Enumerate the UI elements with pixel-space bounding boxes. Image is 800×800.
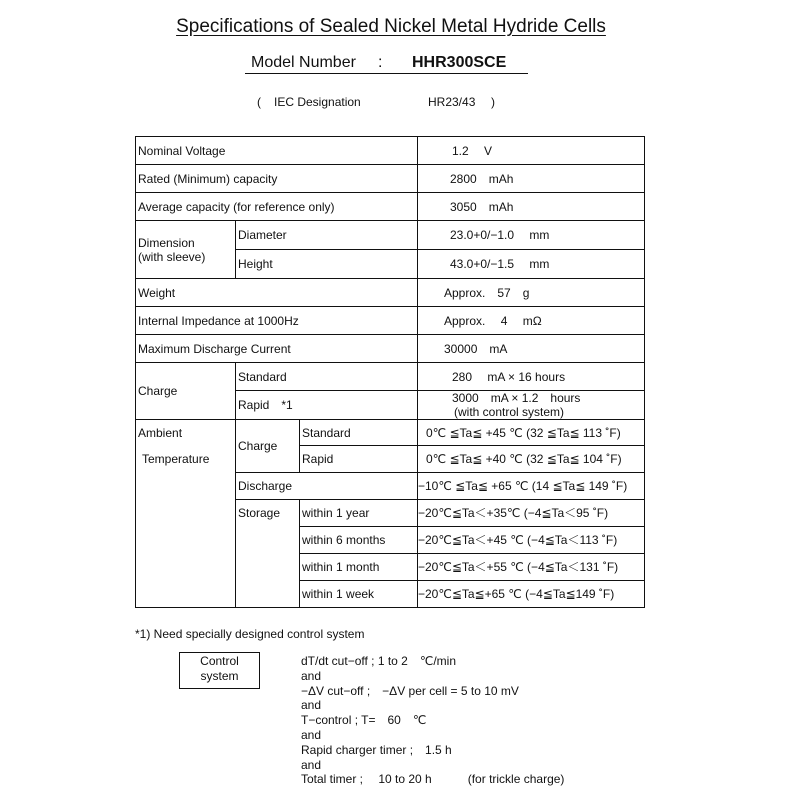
table-row [136, 363, 645, 391]
page-title: Specifications of Sealed Nickel Metal Hydride Cells [176, 16, 606, 37]
nominal-voltage-value: 1.2 V [418, 137, 645, 165]
ambient-charge-label: Charge [236, 420, 300, 473]
charge-standard-value: 280 mA × 16 hours [418, 363, 645, 391]
iec-close-paren: ) [491, 95, 495, 109]
diameter-label: Diameter [236, 221, 418, 250]
table-row [136, 335, 645, 363]
ambient-charge-standard-label: Standard [300, 420, 418, 446]
ambient-discharge-value: −10℃ ≦Ta≦ +65 ℃ (14 ≦Ta≦ 149 ˚F) [418, 473, 645, 500]
storage-range: −20℃≦Ta＜+45 ℃ (−4≦Ta＜113 ˚F) [418, 527, 645, 554]
storage-period: within 1 year [300, 500, 418, 527]
ambient-charge-standard-value: 0℃ ≦Ta≦ +45 ℃ (32 ≦Ta≦ 113 ˚F) [418, 420, 645, 446]
dimension-label [136, 221, 236, 279]
ambient-charge-rapid-value: 0℃ ≦Ta≦ +40 ℃ (32 ≦Ta≦ 104 ˚F) [418, 446, 645, 473]
list-item: and [301, 757, 322, 772]
list-item: −ΔV cut−off ; −ΔV per cell = 5 to 10 mV [301, 683, 519, 698]
charge-rapid-value [418, 391, 645, 420]
iec-designation-value: HR23/43 [428, 95, 476, 109]
iec-designation-label: IEC Designation [274, 95, 361, 109]
nominal-voltage-label: Nominal Voltage [136, 137, 418, 165]
impedance-label: Internal Impedance at 1000Hz [136, 307, 418, 335]
charge-rapid-value-line1: 3000 mA × 1.2 hours [452, 391, 581, 405]
ambient-discharge-label: Discharge [236, 473, 418, 500]
ambient-label-line2: Temperature [142, 452, 210, 466]
footnote-text: *1) Need specially designed control system [135, 627, 365, 641]
table-row [136, 307, 645, 335]
control-box-line1: Control [200, 654, 239, 668]
dimension-label-line1: Dimension [138, 235, 195, 250]
model-number-label: Model Number [251, 54, 356, 71]
storage-range: −20℃≦Ta＜+55 ℃ (−4≦Ta＜131 ˚F) [418, 554, 645, 581]
table-row [136, 221, 645, 250]
specification-table [135, 136, 645, 608]
weight-label: Weight [136, 279, 418, 307]
list-item: Total timer ; 10 to 20 h (for trickle charge) [301, 772, 565, 787]
list-item: T−control ; T= 60 ℃ [301, 713, 427, 728]
charge-label: Charge [136, 363, 236, 420]
storage-period: within 1 month [300, 554, 418, 581]
impedance-value: Approx. 4 mΩ [418, 307, 645, 335]
list-item: Rapid charger timer ; 1.5 h [301, 742, 452, 757]
height-label: Height [236, 250, 418, 279]
max-discharge-label: Maximum Discharge Current [136, 335, 418, 363]
average-capacity-value: 3050 mAh [418, 193, 645, 221]
charge-rapid-value-line2: (with control system) [454, 405, 565, 419]
list-item: and [301, 668, 322, 683]
charge-rapid-label: Rapid *1 [236, 391, 418, 420]
storage-range: −20℃≦Ta≦+65 ℃ (−4≦Ta≦149 ˚F) [418, 581, 645, 608]
table-row [136, 279, 645, 307]
height-value: 43.0+0/−1.5 mm [418, 250, 645, 279]
list-item: and [301, 698, 322, 713]
ambient-storage-label: Storage [236, 500, 300, 608]
rated-capacity-label: Rated (Minimum) capacity [136, 165, 418, 193]
average-capacity-label: Average capacity (for reference only) [136, 193, 418, 221]
table-row [136, 165, 645, 193]
rated-capacity-value: 2800 mAh [418, 165, 645, 193]
dimension-label-line2: (with sleeve) [138, 249, 206, 264]
max-discharge-value: 30000 mA [418, 335, 645, 363]
storage-range: −20℃≦Ta＜+35℃ (−4≦Ta＜95 ˚F) [418, 500, 645, 527]
table-row [136, 420, 645, 446]
iec-open-paren: ( [257, 95, 261, 109]
weight-value: Approx. 57 g [418, 279, 645, 307]
list-item: and [301, 727, 322, 742]
control-system-box [179, 652, 260, 689]
storage-period: within 6 months [300, 527, 418, 554]
model-number-underline [245, 73, 528, 74]
ambient-temperature-label [136, 420, 236, 608]
model-number-colon: : [378, 54, 383, 71]
charge-standard-label: Standard [236, 363, 418, 391]
ambient-label-line1: Ambient [138, 426, 183, 440]
model-number-value: HHR300SCE [412, 54, 507, 71]
list-item: dT/dt cut−off ; 1 to 2 ℃/min [301, 654, 456, 668]
control-conditions-list [301, 654, 564, 787]
table-row [136, 193, 645, 221]
storage-period: within 1 week [300, 581, 418, 608]
table-row [136, 137, 645, 165]
ambient-charge-rapid-label: Rapid [300, 446, 418, 473]
control-box-line2: system [200, 669, 239, 683]
diameter-value: 23.0+0/−1.0 mm [418, 221, 645, 250]
